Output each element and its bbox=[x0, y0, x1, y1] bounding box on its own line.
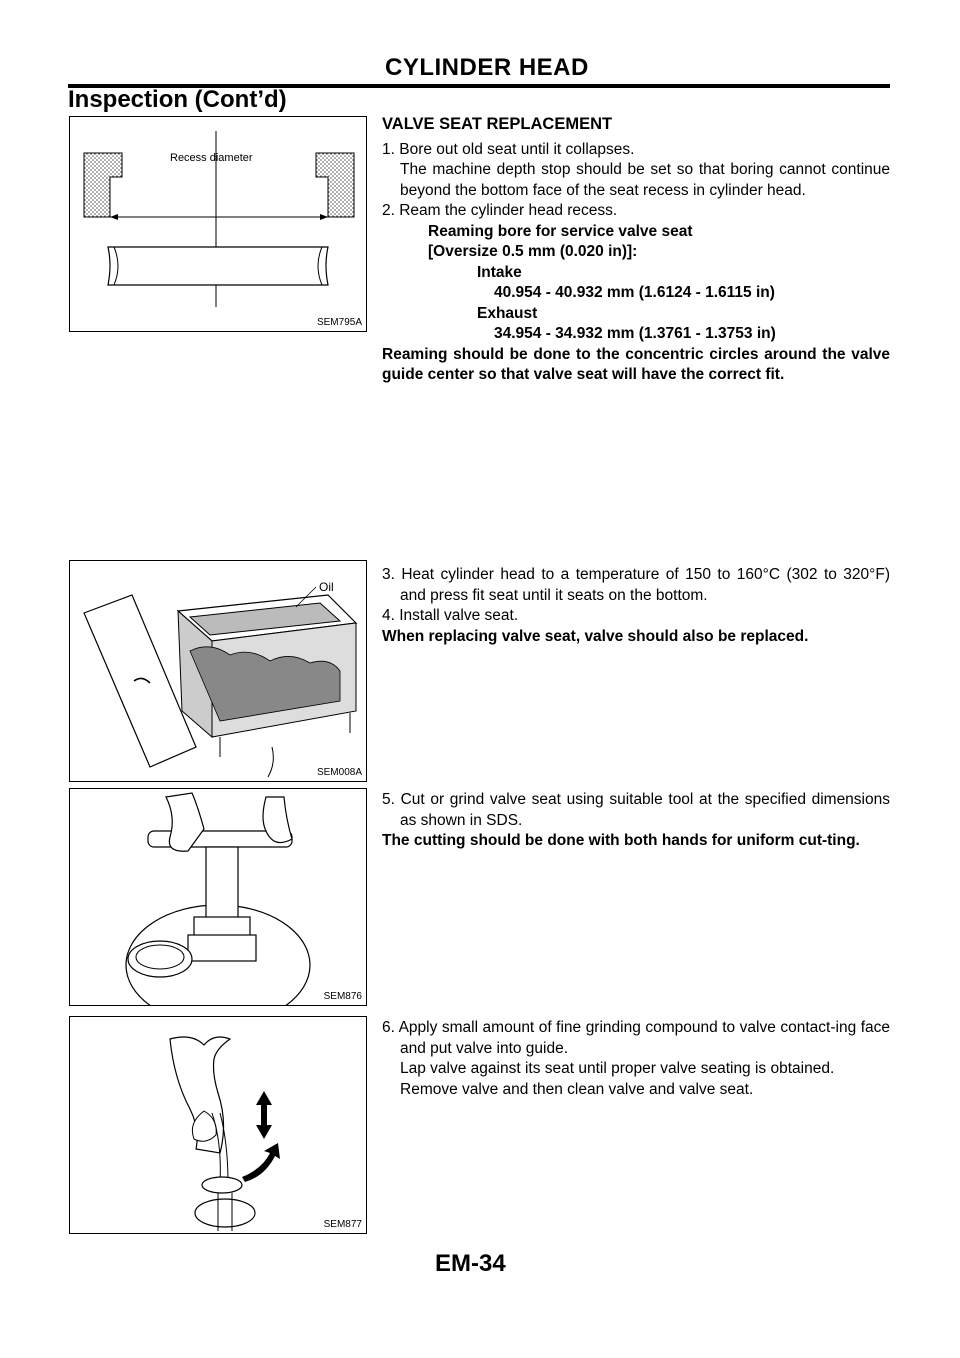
replacement-note: When replacing valve seat, valve should also be replaced. bbox=[382, 627, 809, 645]
step-6-detail-2: Remove valve and then clean valve and valve seat. bbox=[400, 1080, 754, 1098]
valve-seat-replacement-text bbox=[382, 114, 890, 386]
step-1-detail: The machine depth stop should be set so that boring cannot continue beyond the bottom face of the seat recess in cylinder head. bbox=[400, 161, 890, 199]
figure-code: SEM008A bbox=[316, 767, 362, 778]
cutting-tool-illustration bbox=[70, 789, 367, 1006]
step-4: 4. Install valve seat. bbox=[382, 607, 519, 624]
step-6: 6. Apply small amount of fine grinding compound to valve contact-ing face and put valve into guide. bbox=[382, 1019, 890, 1057]
intake-value: 40.954 - 40.932 mm (1.6124 - 1.6115 in) bbox=[494, 284, 775, 301]
figure-code: SEM876 bbox=[323, 991, 362, 1002]
step-5: 5. Cut or grind valve seat using suitable tool at the specified dimensions as shown in SDS. bbox=[382, 791, 890, 829]
cutting-note: The cutting should be done with both hands for uniform cut-ting. bbox=[382, 832, 860, 849]
figure-code: SEM795A bbox=[316, 317, 362, 328]
heat-install-text bbox=[382, 565, 890, 647]
figure-recess-diameter bbox=[69, 116, 367, 332]
exhaust-label: Exhaust bbox=[477, 304, 538, 322]
section-title: CYLINDER HEAD bbox=[385, 54, 589, 81]
recess-diameter-label: Recess diameter bbox=[170, 152, 253, 164]
page-number: EM-34 bbox=[435, 1250, 506, 1277]
spec-oversize: [Oversize 0.5 mm (0.020 in)]: bbox=[428, 243, 638, 260]
figure-oil-heating bbox=[69, 560, 367, 782]
spec-title: Reaming bore for service valve seat bbox=[428, 222, 693, 240]
step-6-detail-1: Lap valve against its seat until proper valve seating is obtained. bbox=[400, 1060, 835, 1077]
lapping-valve-illustration bbox=[70, 1017, 367, 1234]
step-1: 1. Bore out old seat until it collapses. bbox=[382, 140, 635, 158]
subsection-title: Inspection (Cont’d) bbox=[68, 86, 287, 113]
figure-cutting-tool bbox=[69, 788, 367, 1006]
section-heading: VALVE SEAT REPLACEMENT bbox=[382, 115, 613, 133]
figure-code: SEM877 bbox=[323, 1219, 362, 1230]
step-3: 3. Heat cylinder head to a temperature of 150 to 160°C (302 to 320°F) and press fit seat until it seats on the bottom. bbox=[382, 566, 890, 604]
oil-bath-illustration bbox=[70, 561, 367, 782]
oil-label: Oil bbox=[319, 580, 334, 594]
exhaust-value: 34.954 - 34.932 mm (1.3761 - 1.3753 in) bbox=[494, 325, 776, 342]
step-2: 2. Ream the cylinder head recess. bbox=[382, 202, 618, 219]
figure-lapping-valve bbox=[69, 1016, 367, 1234]
cutting-text bbox=[382, 790, 890, 852]
recess-diameter-illustration bbox=[70, 117, 367, 332]
reaming-note: Reaming should be done to the concentric circles around the valve guide center so that valve seat will have the correct fit. bbox=[382, 345, 890, 383]
lapping-text bbox=[382, 1018, 890, 1100]
intake-label: Intake bbox=[477, 263, 522, 281]
